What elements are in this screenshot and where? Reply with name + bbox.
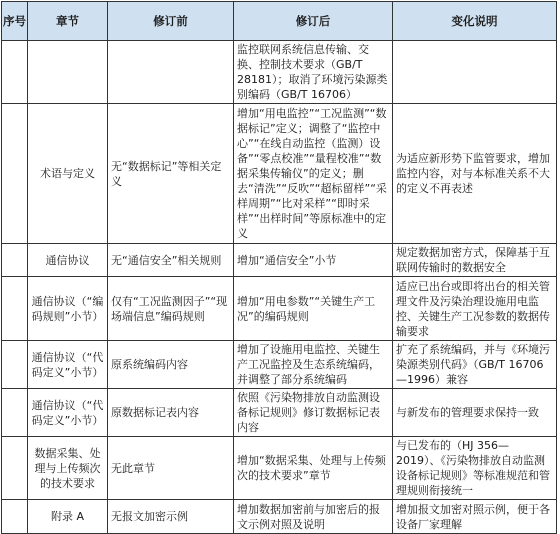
header-no: 序号 bbox=[2, 2, 28, 41]
cell-after: 增加“数据采集、处理与上传频次的技术要求”章节 bbox=[234, 437, 393, 500]
table-row bbox=[2, 500, 557, 534]
table-row bbox=[2, 437, 557, 500]
table-row bbox=[2, 244, 557, 277]
cell-no bbox=[2, 104, 28, 244]
header-before: 修订前 bbox=[108, 2, 234, 41]
cell-before bbox=[108, 41, 234, 104]
cell-note: 与已发布的（HJ 356—2019）、《污染物排放自动监测设备标记规则》等标准规范和管理规则衔接统一 bbox=[393, 437, 557, 500]
cell-before: 无“数据标记”等相关定义 bbox=[108, 104, 234, 244]
cell-after: 增加“通信安全”小节 bbox=[234, 244, 393, 277]
cell-note: 增加报文加密对照示例，便于各设备厂家理解 bbox=[393, 500, 557, 534]
cell-chapter bbox=[28, 41, 108, 104]
table-row bbox=[2, 41, 557, 104]
cell-no bbox=[2, 244, 28, 277]
cell-note: 规定数据加密方式，保障基于互联网传输时的数据安全 bbox=[393, 244, 557, 277]
cell-no bbox=[2, 500, 28, 534]
cell-after: 增加“用电监控”“工况监测”“数据标记”定义；调整了“监控中心”“在线自动监控（监测）设备”“零点校准”“量程校准”“数据采集传输仪”的定义；删去“清洗”“反吹”“超标留样”“采样周期”“比对采样”“即时采样”“出样时间”等原标准中的定义 bbox=[234, 104, 393, 244]
cell-before: 原数据标记表内容 bbox=[108, 389, 234, 437]
revision-table bbox=[1, 1, 557, 534]
cell-after: 依照《污染物排放自动监测设备标记规则》修订数据标记表内容 bbox=[234, 389, 393, 437]
table-row bbox=[2, 104, 557, 244]
cell-note: 扩充了系统编码，并与《环境污染源类别代码》（GB/T 16706—1996）兼容 bbox=[393, 341, 557, 389]
cell-no bbox=[2, 341, 28, 389]
cell-chapter: 术语与定义 bbox=[28, 104, 108, 244]
table-row bbox=[2, 389, 557, 437]
cell-chapter: 通信协议（“代码定义”小节） bbox=[28, 341, 108, 389]
cell-note: 为适应新形势下监管要求，增加监控内容，对与本标准关系不大的定义不再表述 bbox=[393, 104, 557, 244]
cell-before: 无报文加密示例 bbox=[108, 500, 234, 534]
cell-before: 无此章节 bbox=[108, 437, 234, 500]
cell-before: 无“通信安全”相关规则 bbox=[108, 244, 234, 277]
table-row bbox=[2, 277, 557, 341]
cell-note: 适应已出台或即将出台的相关管理文件及污染治理设施用电监控、关键生产工况参数的数据传输要求 bbox=[393, 277, 557, 341]
cell-after: 增加“用电参数”“关键生产工况”的编码规则 bbox=[234, 277, 393, 341]
cell-note: 与新发布的管理要求保持一致 bbox=[393, 389, 557, 437]
cell-chapter: 附录 A bbox=[28, 500, 108, 534]
cell-chapter: 通信协议（“代码定义”小节） bbox=[28, 389, 108, 437]
header-note: 变化说明 bbox=[393, 2, 557, 41]
table-row bbox=[2, 341, 557, 389]
cell-chapter: 通信协议 bbox=[28, 244, 108, 277]
header-chapter: 章节 bbox=[28, 2, 108, 41]
cell-no bbox=[2, 437, 28, 500]
cell-after: 增加数据加密前与加密后的报文示例对照及说明 bbox=[234, 500, 393, 534]
cell-after: 增加了设施用电监控、关键生产工况监控及生态系统编码，并调整了部分系统编码 bbox=[234, 341, 393, 389]
cell-no bbox=[2, 41, 28, 104]
cell-before: 原系统编码内容 bbox=[108, 341, 234, 389]
cell-after: 监控联网系统信息传输、交换、控制技术要求（GB/T 28181）；取消了环境污染源类别编码（GB/T 16706） bbox=[234, 41, 393, 104]
cell-chapter: 通信协议（“编码规则”小节） bbox=[28, 277, 108, 341]
cell-chapter: 数据采集、处理与上传频次的技术要求 bbox=[28, 437, 108, 500]
cell-note bbox=[393, 41, 557, 104]
cell-no bbox=[2, 389, 28, 437]
table-header-row bbox=[2, 2, 557, 41]
cell-before: 仅有“工况监测因子”“现场端信息”编码规则 bbox=[108, 277, 234, 341]
cell-no bbox=[2, 277, 28, 341]
header-after: 修订后 bbox=[234, 2, 393, 41]
